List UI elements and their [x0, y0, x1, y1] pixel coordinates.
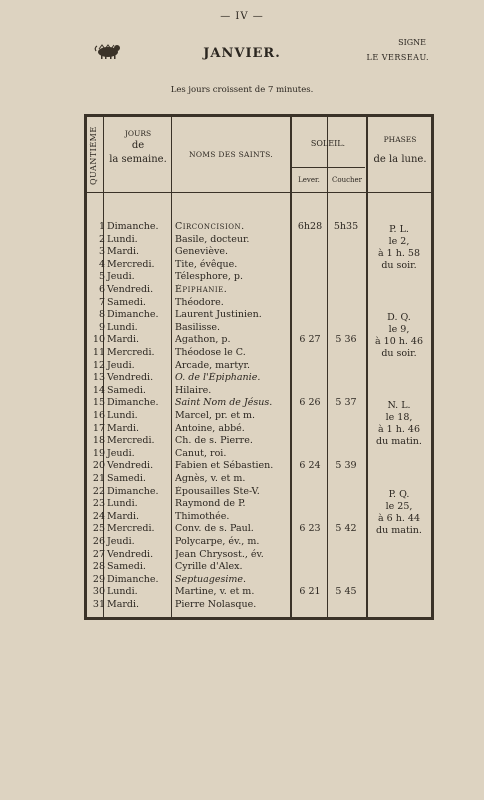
weekday: Mardi. — [107, 422, 140, 434]
weekday: Dimanche. — [107, 573, 159, 585]
month-title: JANVIER. — [203, 46, 281, 61]
day-number: 27 — [92, 548, 105, 560]
table-row — [87, 536, 431, 548]
saint-name: Basilisse. — [175, 321, 221, 333]
jours-header-line2: de — [131, 140, 145, 152]
saint-name: Théodose le C. — [175, 347, 246, 358]
weekday: Mardi. — [107, 510, 140, 522]
table-row — [87, 549, 431, 561]
saint-name: Conv. de s. Paul. — [175, 523, 254, 535]
day-number: 9 — [98, 321, 105, 333]
weekday: Mardi. — [107, 599, 140, 610]
saint-name: Septuagesime. — [175, 573, 247, 585]
moon-phase-line: N. L. — [387, 400, 411, 412]
day-number: 25 — [92, 523, 105, 535]
weekday: Jeudi. — [107, 447, 135, 459]
day-number: 5 — [98, 271, 105, 283]
jours-header — [105, 129, 171, 166]
saint-name: Saint Nom de Jésus. — [175, 397, 273, 409]
saint-name: Ch. de s. Pierre. — [175, 435, 253, 447]
saint-name: Télesphore, p. — [175, 271, 243, 283]
day-number: 29 — [92, 573, 105, 585]
sunrise-time: 6 24 — [299, 460, 321, 472]
moon-phase-line: à 1 h. 58 — [378, 248, 420, 259]
weekday: Mercredi. — [107, 347, 155, 358]
weekday: Mardi. — [107, 246, 140, 258]
sunrise-time: 6h28 — [297, 221, 323, 232]
moon-phase-line: P. Q. — [388, 488, 410, 500]
day-number: 24 — [92, 510, 105, 522]
day-number: 18 — [92, 435, 105, 447]
day-number: 17 — [92, 422, 105, 434]
zodiac-sign: LE VERSEAU. — [366, 53, 429, 62]
weekday: Dimanche. — [107, 485, 159, 497]
weekday: Mercredi. — [107, 258, 155, 270]
weekday: Vendredi. — [107, 372, 154, 384]
table-row — [87, 284, 431, 296]
table-row — [87, 385, 431, 397]
day-number: 2 — [98, 233, 105, 245]
weekday: Lundi. — [107, 498, 138, 510]
saint-name: Théodore. — [175, 296, 224, 308]
weekday: Dimanche. — [107, 397, 159, 409]
weekday: Samedi. — [107, 384, 146, 396]
saint-name: Agathon, p. — [175, 334, 231, 346]
saint-name: Arcade, martyr. — [175, 359, 251, 371]
coucher-header: Coucher — [332, 176, 362, 184]
moon-phase-line: du soir. — [381, 348, 417, 360]
saint-name: Fabien et Sébastien. — [175, 460, 274, 472]
table-row — [87, 599, 431, 611]
saints-header: NOMS DES SAINTS. — [188, 150, 274, 159]
table-row — [87, 460, 431, 472]
saint-name: Agnès, v. et m. — [175, 473, 246, 484]
days-note: Les jours croissent de 7 minutes. — [170, 85, 314, 95]
weekday: Mercredi. — [107, 523, 155, 535]
day-number: 12 — [92, 359, 105, 371]
day-number: 6 — [98, 284, 105, 295]
day-number: 26 — [92, 536, 105, 547]
weekday: Samedi. — [107, 296, 146, 308]
day-number: 4 — [98, 258, 105, 270]
phases-header — [368, 135, 432, 167]
weekday: Lundi. — [107, 586, 138, 598]
moon-phase — [369, 489, 429, 537]
lever-header: Lever. — [298, 176, 320, 184]
saint-name: Hilaire. — [175, 384, 212, 396]
table-row — [87, 561, 431, 573]
phases-header-line2: de la lune. — [373, 154, 427, 166]
moon-phase-line: à 1 h. 46 — [378, 424, 420, 436]
sunset-time: 5 36 — [335, 334, 357, 346]
sunset-time: 5 37 — [335, 397, 357, 409]
weekday: Samedi. — [107, 473, 146, 484]
weekday: Lundi. — [107, 321, 138, 333]
weekday: Mercredi. — [107, 435, 155, 447]
moon-phase — [369, 400, 429, 448]
sunrise-time: 6 27 — [299, 334, 321, 346]
saint-name: Laurent Justinien. — [175, 309, 262, 321]
weekday: Lundi. — [107, 410, 138, 421]
moon-phase-line: D. Q. — [387, 312, 411, 324]
day-number: 23 — [92, 498, 105, 510]
table-row — [87, 574, 431, 586]
day-number: 13 — [92, 372, 105, 384]
moon-phase — [369, 312, 429, 360]
day-number: 8 — [98, 309, 105, 321]
jours-header-line3: la semaine. — [109, 153, 167, 165]
moon-phase-line: le 25, — [385, 500, 413, 512]
saint-name: Jean Chrysost., év. — [175, 548, 264, 560]
day-number: 3 — [98, 246, 105, 258]
sign-label: SIGNE — [398, 38, 426, 47]
weekday: Vendredi. — [107, 460, 154, 472]
sunset-time: 5 45 — [335, 586, 357, 598]
sunrise-time: 6 23 — [299, 523, 321, 535]
weekday: Dimanche. — [107, 309, 159, 321]
saint-name: Circoncision. — [175, 221, 245, 232]
moon-phase-line: à 10 h. 46 — [374, 336, 424, 348]
day-number: 20 — [92, 460, 105, 472]
saint-name: Épousailles Ste-V. — [175, 485, 260, 497]
saint-name: Pierre Nolasque. — [175, 599, 257, 610]
day-number: 30 — [92, 586, 105, 598]
saint-name: Canut, roi. — [175, 447, 227, 459]
table-row — [87, 448, 431, 460]
sunrise-time: 6 26 — [299, 397, 321, 409]
moon-phase-line: à 6 h. 44 — [378, 512, 420, 524]
day-number: 11 — [92, 347, 105, 358]
day-number: 19 — [92, 447, 105, 459]
saint-name: Antoine, abbé. — [175, 422, 245, 434]
soleil-header: SOLEIL. — [310, 139, 346, 148]
weekday: Jeudi. — [107, 359, 135, 371]
sunset-time: 5h35 — [333, 221, 359, 232]
day-number: 31 — [92, 599, 105, 610]
weekday: Dimanche. — [107, 221, 159, 232]
saint-name: Marcel, pr. et m. — [175, 410, 256, 421]
table-row — [87, 372, 431, 384]
saint-name: Raymond de P. — [175, 498, 246, 510]
moon-phase-line: le 9, — [388, 324, 410, 336]
moon-phase-line: le 2, — [388, 236, 410, 247]
table-row — [87, 297, 431, 309]
page-number: — IV — — [220, 11, 264, 22]
day-number: 16 — [92, 410, 105, 421]
saint-name: Thimothée. — [175, 510, 230, 522]
moon-phase-line: du matin. — [376, 524, 422, 536]
day-number: 15 — [92, 397, 105, 409]
saint-name: Geneviève. — [175, 246, 228, 258]
soleil-rule — [291, 167, 365, 168]
weekday: Vendredi. — [107, 284, 154, 295]
quantieme-header: QUANTIÈME — [89, 126, 98, 186]
saint-name: Tite, évêque. — [175, 258, 238, 270]
day-number: 10 — [92, 334, 105, 346]
day-number: 1 — [98, 221, 105, 232]
saint-name: Polycarpe, év., m. — [175, 536, 260, 547]
moon-phase-line: du soir. — [381, 260, 417, 271]
saint-name: Basile, docteur. — [175, 233, 250, 245]
weekday: Vendredi. — [107, 548, 154, 560]
table-row — [87, 473, 431, 485]
weekday: Jeudi. — [107, 271, 135, 283]
moon-phase-line: du matin. — [376, 436, 422, 448]
weekday: Jeudi. — [107, 536, 135, 547]
moon-phase-line: le 18, — [385, 412, 413, 424]
day-number: 28 — [92, 561, 105, 573]
day-number: 21 — [92, 473, 105, 484]
saint-name: Martine, v. et m. — [175, 586, 255, 598]
table-row — [87, 360, 431, 372]
jours-header-line1: JOURS — [124, 129, 152, 138]
moon-phase-line: P. L. — [389, 224, 409, 235]
sunset-time: 5 39 — [335, 460, 357, 472]
page-header — [0, 0, 484, 105]
moon-phase — [369, 224, 429, 272]
table-row — [87, 271, 431, 283]
day-number: 7 — [98, 296, 105, 308]
saint-name: Épiphanie. — [175, 284, 228, 295]
calendar-table — [84, 114, 434, 620]
header-rule — [87, 192, 431, 193]
weekday: Samedi. — [107, 561, 146, 573]
weekday: Mardi. — [107, 334, 140, 346]
weekday: Lundi. — [107, 233, 138, 245]
day-number: 22 — [92, 485, 105, 497]
table-row — [87, 586, 431, 598]
phases-header-line1: PHASES — [383, 135, 417, 144]
saint-name: Cyrille d'Alex. — [175, 561, 243, 573]
saint-name: O. de l'Épiphanie. — [175, 372, 261, 384]
sunrise-time: 6 21 — [299, 586, 321, 598]
day-number: 14 — [92, 384, 105, 396]
sunset-time: 5 42 — [335, 523, 357, 535]
